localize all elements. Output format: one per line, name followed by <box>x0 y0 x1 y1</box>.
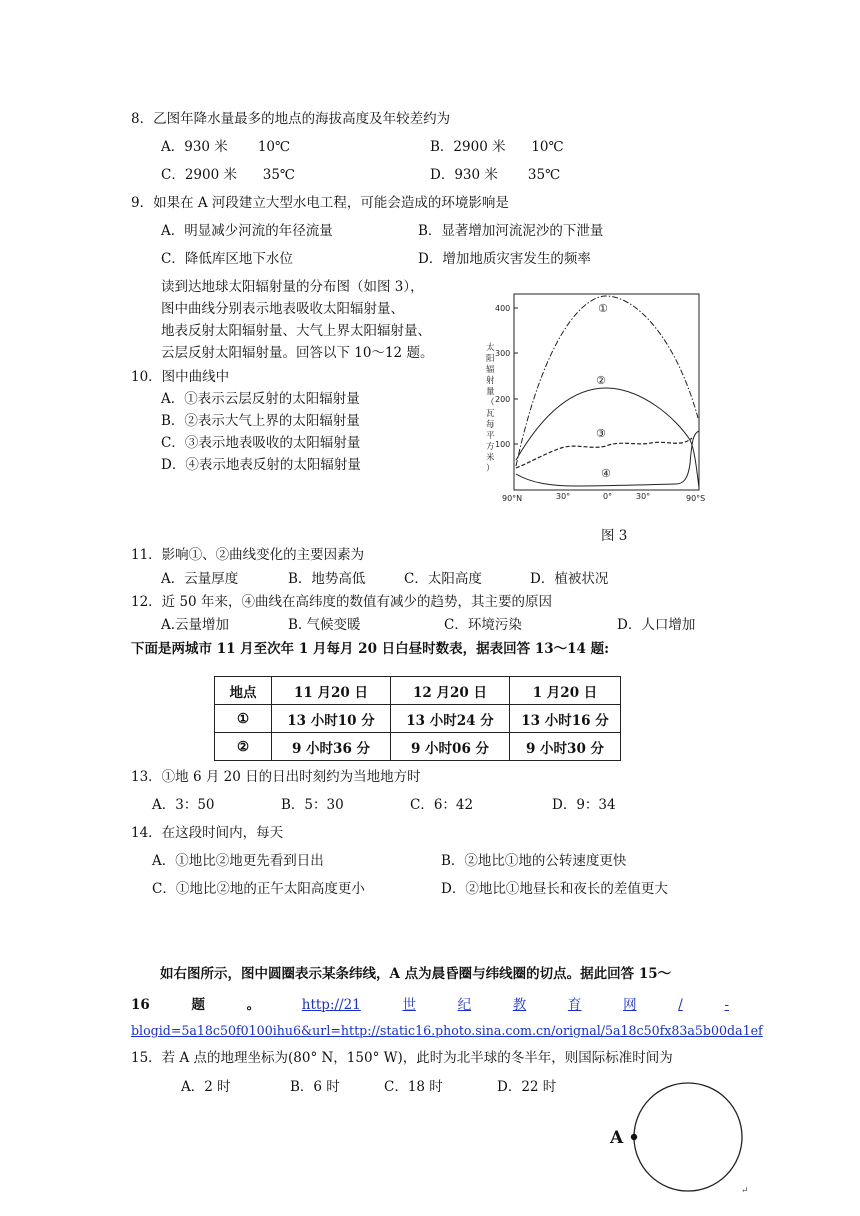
ylabel-char: ） <box>486 464 495 474</box>
q13-option-d: D．9：34 <box>552 797 616 813</box>
paragraph-return-mark: ↵ <box>741 1186 749 1196</box>
table-cell: ① <box>215 705 272 733</box>
source-link-part[interactable]: 育 <box>567 997 582 1013</box>
q10-option-c: C．③表示地表吸收的太阳辐射量 <box>161 435 361 451</box>
fig3-intro-line-3: 地表反射太阳辐射量、大气上界太阳辐射量、 <box>161 323 431 339</box>
source-link-part[interactable]: 纪 <box>457 997 472 1013</box>
table-cell: 13 小时16 分 <box>510 705 621 733</box>
xtick-label: 90°S <box>686 494 706 503</box>
q14-option-d: D．②地比①地昼长和夜长的差值更大 <box>441 881 668 897</box>
q11-option-c: C．太阳高度 <box>404 571 482 587</box>
ylabel-char: 量 <box>486 387 495 397</box>
table-intro: 下面是两城市 11 月至次年 1 月每月 20 日白昼时数表，据表回答 13～14 题: <box>131 641 610 657</box>
ylabel-char: 瓦 <box>486 409 495 419</box>
xtick-label: 30° <box>556 492 571 501</box>
q13-option-a: A．3：50 <box>152 797 215 813</box>
q15-stem: 15．若 A 点的地理坐标为(80° N，150° W)，此时为北半球的冬半年，则国际标准时间为 <box>131 1050 673 1066</box>
ylabel-char: 平 <box>486 431 495 441</box>
q15-option-a: A．2 时 <box>181 1079 231 1095</box>
table-cell: 13 小时24 分 <box>391 705 510 733</box>
table-header-cell: 12 月20 日 <box>391 677 510 705</box>
table-header-cell: 11 月20 日 <box>272 677 391 705</box>
q10-option-d: D．④表示地表反射的太阳辐射量 <box>161 457 361 473</box>
curve-label-4: ④ <box>601 467 611 480</box>
figure-3-ylabel <box>486 342 495 474</box>
figure-3-xticks <box>502 492 705 503</box>
table-cell: 9 小时36 分 <box>272 733 391 761</box>
latitude-circle <box>634 1083 742 1191</box>
ylabel-char: 每 <box>486 420 495 430</box>
q12-option-d: D．人口增加 <box>617 617 696 633</box>
q15-option-d: D．22 时 <box>497 1079 557 1095</box>
intro-q-word: 题 <box>191 997 205 1013</box>
ytick-label: 200 <box>495 395 511 404</box>
q8-stem: 8．乙图年降水量最多的地点的海拔高度及年较差约为 <box>131 111 451 127</box>
curve-1 <box>516 296 698 466</box>
q8-option-d: D．930 米 35℃ <box>430 167 561 183</box>
table-row <box>215 705 621 733</box>
daylength-table <box>214 676 621 761</box>
intro-q-period: 。 <box>246 997 261 1013</box>
ylabel-char: （ <box>486 398 495 408</box>
table-header-row <box>215 677 621 705</box>
source-link-line-2[interactable]: blogid=5a18c50f0100ihu6&url=http://static16.photo.sina.com.cn/orignal/5a18c50fx83a5b00da1ef <box>131 1023 763 1038</box>
ylabel-char: 阳 <box>486 354 495 364</box>
q15-option-c: C．18 时 <box>384 1079 443 1095</box>
ylabel-char: 方 <box>486 442 495 452</box>
xtick-label: 30° <box>636 492 651 501</box>
figure-3-curve-labels <box>596 302 611 480</box>
source-link-part[interactable]: 世 <box>402 997 416 1013</box>
q13-option-b: B．5：30 <box>281 797 344 813</box>
curve-label-1: ① <box>598 302 608 315</box>
table-header-cell: 地点 <box>215 677 272 705</box>
table-row <box>215 733 621 761</box>
q12-option-b: B. 气候变暖 <box>288 617 361 633</box>
figure-3-yticks <box>495 304 518 449</box>
q14-option-c: C．①地比②地的正午太阳高度更小 <box>152 881 365 897</box>
xtick-label: 0° <box>603 492 613 501</box>
curve-2 <box>516 388 690 460</box>
source-link-part[interactable]: / <box>678 997 683 1013</box>
fig3-intro-line-1: 读到达地球太阳辐射量的分布图（如图 3）， <box>161 279 424 295</box>
circle-intro-line-1: 如右图所示，图中圆圈表示某条纬线，A 点为晨昏圈与纬线圈的切点。据此回答 15～ <box>160 966 672 982</box>
latitude-circle-figure <box>600 1082 750 1212</box>
q9-option-c: C．降低库区地下水位 <box>161 251 293 267</box>
curve-label-2: ② <box>596 374 606 387</box>
ylabel-char: 米 <box>486 453 495 463</box>
fig3-intro-line-4: 云层反射太阳辐射量。回答以下 10～12 题。 <box>161 345 434 361</box>
q9-option-d: D．增加地质灾害发生的频率 <box>418 251 591 267</box>
fig3-intro-line-2: 图中曲线分别表示地表吸收太阳辐射量、 <box>161 301 404 317</box>
table-cell: 13 小时10 分 <box>272 705 391 733</box>
q12-option-a: A.云量增加 <box>161 617 230 633</box>
ylabel-char: 射 <box>486 376 495 386</box>
q10-option-a: A．①表示云层反射的太阳辐射量 <box>161 391 360 407</box>
circle-intro-line-2 <box>131 996 729 1014</box>
table-cell: 9 小时06 分 <box>391 733 510 761</box>
source-link-part[interactable]: 网 <box>623 997 637 1013</box>
q11-option-a: A．云量厚度 <box>161 571 239 587</box>
figure-3-frame <box>514 294 699 490</box>
figure-3-caption: 图 3 <box>601 528 628 544</box>
q11-option-d: D．植被状况 <box>530 571 609 587</box>
q8-option-a: A．930 米 10℃ <box>161 139 291 155</box>
source-link-part[interactable]: 教 <box>512 997 527 1013</box>
q14-stem: 14．在这段时间内，每天 <box>131 825 284 841</box>
q13-stem: 13．①地 6 月 20 日的日出时刻约为当地地方时 <box>131 769 421 785</box>
q9-option-b: B．显著增加河流泥沙的下泄量 <box>418 223 604 239</box>
source-link-part[interactable]: http://21 <box>301 997 361 1013</box>
q13-option-c: C．6：42 <box>410 797 474 813</box>
q14-option-b: B．②地比①地的公转速度更快 <box>441 853 627 869</box>
q12-stem: 12．近 50 年来，④曲线在高纬度的数值有减少的趋势，其主要的原因 <box>131 594 552 610</box>
q8-option-b: B．2900 米 10℃ <box>430 139 564 155</box>
point-a-label: A <box>610 1128 624 1148</box>
q10-option-b: B．②表示大气上界的太阳辐射量 <box>161 413 360 429</box>
q12-option-c: C．环境污染 <box>444 617 522 633</box>
table-cell: ② <box>215 733 272 761</box>
ytick-label: 300 <box>495 349 511 358</box>
curve-3 <box>516 438 692 468</box>
tangent-point-a <box>631 1134 637 1140</box>
q11-stem: 11．影响①、②曲线变化的主要因素为 <box>131 547 365 563</box>
q11-option-b: B．地势高低 <box>288 571 366 587</box>
q15-option-b: B．6 时 <box>290 1079 340 1095</box>
xtick-label: 90°N <box>502 494 523 503</box>
figure-3-chart <box>476 288 716 518</box>
intro-q-number: 16 <box>131 997 150 1013</box>
q8-option-c: C．2900 米 35℃ <box>161 167 296 183</box>
table-header-cell: 1 月20 日 <box>510 677 621 705</box>
q9-stem: 9．如果在 A 河段建立大型水电工程，可能会造成的环境影响是 <box>131 195 509 211</box>
table-cell: 9 小时30 分 <box>510 733 621 761</box>
ylabel-char: 辐 <box>486 365 495 375</box>
ytick-label: 100 <box>495 440 511 449</box>
ytick-label: 400 <box>495 304 511 313</box>
q10-stem: 10．图中曲线中 <box>131 369 230 385</box>
ylabel-char: 太 <box>486 343 495 353</box>
q14-option-a: A．①地比②地更先看到日出 <box>152 853 324 869</box>
q9-option-a: A．明显减少河流的年径流量 <box>161 223 333 239</box>
curve-label-3: ③ <box>596 427 606 440</box>
source-link-part[interactable]: - <box>724 997 729 1013</box>
